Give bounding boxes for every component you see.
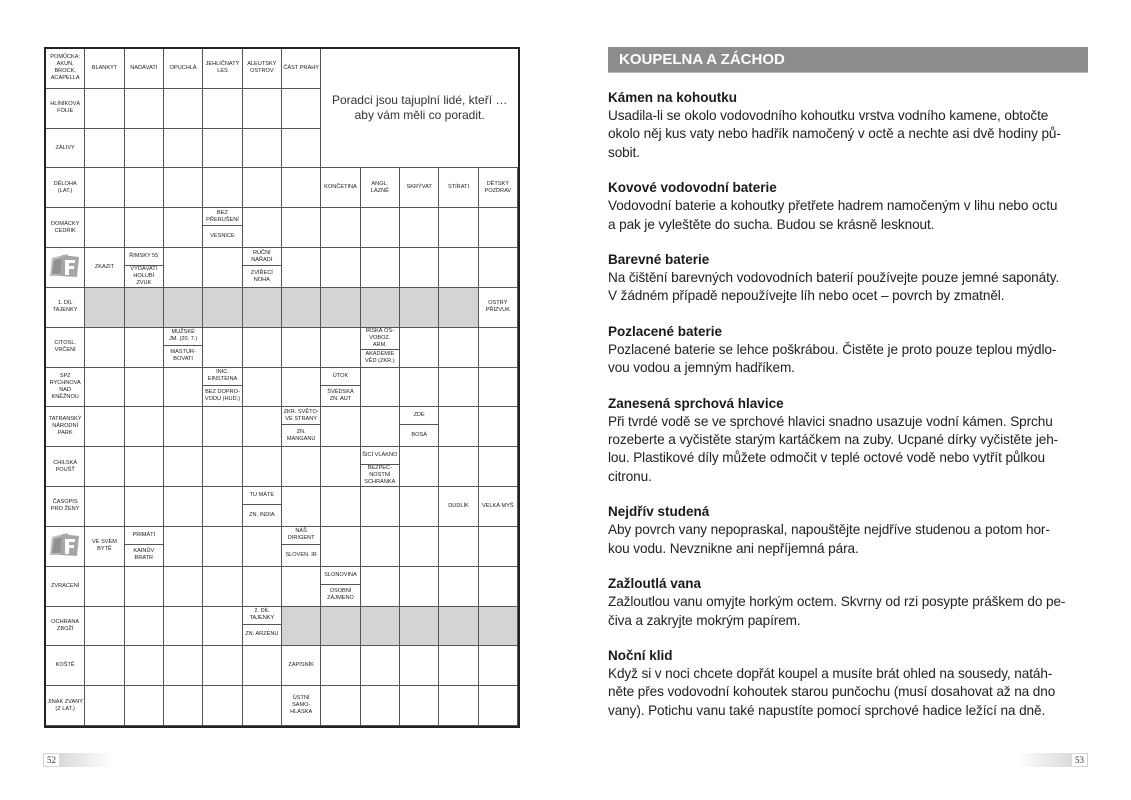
answer-cell[interactable]	[203, 89, 242, 129]
clue-cell	[439, 168, 478, 208]
answer-cell[interactable]	[85, 607, 124, 647]
clue-text: NÁŠ DIRIGENT	[287, 528, 315, 542]
secret-answer-cell[interactable]	[125, 288, 164, 328]
answer-cell[interactable]	[125, 208, 164, 248]
split-clue-cell	[125, 248, 164, 288]
clue-text: BEZ DOPRO- VODU (HUD.)	[204, 389, 241, 403]
answer-cell[interactable]	[321, 646, 360, 686]
answer-cell[interactable]	[479, 368, 518, 408]
clue-cell	[479, 487, 518, 527]
secret-answer-cell[interactable]	[203, 288, 242, 328]
answer-cell[interactable]	[361, 686, 400, 726]
paragraph-line: V žádném případě nepoužívejte líh nebo ocet – povrch by zmatněl.	[608, 288, 1005, 304]
answer-cell[interactable]	[243, 129, 282, 169]
paragraph-line: Když si v noci chcete dopřát koupel a musíte brát ohled na sousedy, natáh-	[608, 665, 1053, 681]
clue-cell	[46, 208, 85, 248]
secret-answer-cell[interactable]	[479, 607, 518, 647]
clue-cell	[46, 487, 85, 527]
clue-text: 2. DÍL TAJENKY	[249, 608, 275, 622]
answer-cell[interactable]	[203, 447, 242, 487]
clue-cell	[479, 288, 518, 328]
clue-text: JEHLIČNATÝ LES	[205, 61, 240, 75]
answer-cell[interactable]	[203, 607, 242, 647]
answer-cell[interactable]	[125, 607, 164, 647]
answer-cell[interactable]	[85, 407, 124, 447]
clue-cell	[282, 49, 321, 89]
clue-text: IRSKÁ OS- VOBOZ. ARM.	[365, 327, 394, 348]
paragraph-line: vou vodou a jemným hadříkem.	[608, 360, 795, 376]
clue-text: JINAK ZVANÝ (Z LAT.)	[47, 698, 83, 712]
clue-cell	[282, 686, 321, 726]
clue-text: ŘÍMSKY 55	[129, 253, 159, 260]
clue-cell	[46, 89, 85, 129]
article-section	[608, 395, 1088, 487]
answer-cell[interactable]	[164, 686, 203, 726]
clue-text: INIC. EINSTEINA	[207, 369, 238, 383]
answer-cell[interactable]	[479, 208, 518, 248]
answer-cell[interactable]	[243, 646, 282, 686]
clue-text: ANGL. LÁZNĚ	[370, 180, 389, 194]
answer-cell[interactable]	[164, 368, 203, 408]
clue-text: SKRÝVAT	[406, 184, 432, 191]
answer-cell[interactable]	[479, 447, 518, 487]
answer-cell[interactable]	[400, 208, 439, 248]
clue-cell	[400, 168, 439, 208]
secret-answer-cell[interactable]	[321, 288, 360, 328]
answer-cell[interactable]	[282, 487, 321, 527]
answer-cell[interactable]	[243, 89, 282, 129]
clue-text: ZKAZIT	[94, 264, 115, 271]
clue-text: BEZ PŘERUŠENÍ	[206, 209, 239, 223]
clue-text: ŠICÍ VLÁKNO	[362, 452, 398, 459]
clue-cell	[46, 407, 85, 447]
answer-cell[interactable]	[164, 447, 203, 487]
clue-text: DUDLÍK	[448, 502, 469, 509]
clue-text: HLINÍKOVÁ FÓLIE	[50, 101, 81, 115]
answer-cell[interactable]	[439, 368, 478, 408]
split-clue-cell	[321, 567, 360, 607]
split-clue-cell	[321, 368, 360, 408]
split-clue-cell	[361, 328, 400, 368]
answer-cell[interactable]	[400, 567, 439, 607]
article-section	[608, 575, 1088, 630]
answer-cell[interactable]	[125, 407, 164, 447]
article-sections	[608, 89, 1088, 720]
answer-cell[interactable]	[400, 328, 439, 368]
answer-cell[interactable]	[125, 89, 164, 129]
footer-right	[1016, 753, 1088, 767]
answer-cell[interactable]	[125, 567, 164, 607]
answer-cell[interactable]	[439, 686, 478, 726]
secret-answer-cell[interactable]	[439, 607, 478, 647]
clue-text: DOMÁCKY CEDRIK	[51, 220, 80, 234]
section-heading: Kámen na kohoutku	[608, 90, 738, 105]
clue-text: RUČNÍ NÁŘADÍ	[251, 249, 273, 263]
clue-cell	[46, 686, 85, 726]
answer-cell[interactable]	[243, 168, 282, 208]
clue-text: SPZ RYCHNOVA NAD KNĚŽNOU	[49, 372, 81, 400]
answer-cell[interactable]	[439, 407, 478, 447]
clue-cell	[85, 49, 124, 89]
clue-text: CITOSL. VRČENÍ	[54, 340, 76, 354]
answer-cell[interactable]	[361, 248, 400, 288]
answer-cell[interactable]	[243, 447, 282, 487]
answer-cell[interactable]	[203, 646, 242, 686]
answer-cell[interactable]	[361, 567, 400, 607]
answer-cell[interactable]	[439, 646, 478, 686]
split-clue-cell	[243, 607, 282, 647]
split-clue-cell	[243, 487, 282, 527]
answer-cell[interactable]	[125, 129, 164, 169]
clue-text: ČASOPIS PRO ŽENY	[50, 499, 80, 513]
clue-text: BOSÁ	[411, 432, 427, 439]
clue-text: SLOVEN. IR	[285, 551, 317, 558]
split-clue-cell	[282, 407, 321, 447]
secret-answer-cell[interactable]	[361, 288, 400, 328]
clue-text: ZÁPISNÍK	[288, 662, 314, 669]
section-heading: Kovové vodovodní baterie	[608, 180, 777, 196]
secret-answer-cell[interactable]	[282, 607, 321, 647]
answer-cell[interactable]	[203, 567, 242, 607]
article-section	[608, 89, 1088, 162]
clue-text: DĚTSKÝ POZDRAV	[484, 180, 512, 194]
answer-cell[interactable]	[439, 527, 478, 567]
answer-cell[interactable]	[85, 328, 124, 368]
clue-cell	[361, 168, 400, 208]
answer-cell[interactable]	[85, 89, 124, 129]
clue-cell	[46, 168, 85, 208]
clue-cell	[125, 49, 164, 89]
article	[608, 47, 1088, 720]
paragraph-line: lou. Plastikové díly můžete odmočit v teplé octové vodě nebo vytřít půlkou	[608, 450, 1045, 466]
paragraph-line: Aby povrch vany nepopraskal, napouštějte nejdříve studenou a potom hor-	[608, 522, 1050, 538]
answer-cell[interactable]	[361, 208, 400, 248]
answer-cell[interactable]	[125, 328, 164, 368]
answer-cell[interactable]	[479, 686, 518, 726]
answer-cell[interactable]	[164, 208, 203, 248]
answer-cell[interactable]	[203, 168, 242, 208]
answer-cell[interactable]	[164, 646, 203, 686]
clue-cell	[46, 288, 85, 328]
answer-cell[interactable]	[321, 447, 360, 487]
answer-cell[interactable]	[125, 487, 164, 527]
answer-cell[interactable]	[439, 447, 478, 487]
clue-text: VESNICE	[210, 233, 235, 240]
paragraph-line: čiva a zakryjte mokrým papírem.	[608, 612, 801, 628]
clue-text: 1. DÍL TAJENKY	[52, 300, 78, 314]
answer-cell[interactable]	[203, 527, 242, 567]
answer-cell[interactable]	[361, 487, 400, 527]
answer-cell[interactable]	[282, 129, 321, 169]
answer-cell[interactable]	[400, 646, 439, 686]
secret-answer-cell[interactable]	[400, 607, 439, 647]
answer-cell[interactable]	[203, 129, 242, 169]
answer-cell[interactable]	[400, 487, 439, 527]
answer-cell[interactable]	[85, 487, 124, 527]
clue-text: ZVÍŘECÍ NOHA	[250, 269, 273, 283]
answer-cell[interactable]	[479, 646, 518, 686]
paragraph-line: Usadila-li se okolo vodovodního kohoutku vrstva vodního kamene, obtočte	[608, 108, 1049, 123]
clue-text: VYDÁVATI HOLUBÍ ZVUK	[130, 266, 158, 287]
answer-cell[interactable]	[164, 89, 203, 129]
secret-answer-cell[interactable]	[243, 288, 282, 328]
answer-cell[interactable]	[321, 487, 360, 527]
clue-cell	[46, 567, 85, 607]
answer-cell[interactable]	[439, 208, 478, 248]
answer-cell[interactable]	[164, 607, 203, 647]
clue-text: ZN. ARZÉNU	[245, 631, 279, 638]
crossword-grid	[44, 47, 520, 728]
answer-cell[interactable]	[125, 646, 164, 686]
section-heading: Pozlacené baterie	[608, 323, 723, 339]
secret-answer-cell[interactable]	[361, 607, 400, 647]
answer-cell[interactable]	[164, 248, 203, 288]
split-clue-cell	[203, 368, 242, 408]
paragraph-line: Vodovodní baterie a kohoutky přetřete hadrem namočeným v lihu nebo octu	[608, 198, 1058, 214]
answer-cell[interactable]	[361, 646, 400, 686]
clue-text: NADÁVATI	[130, 64, 158, 71]
answer-cell[interactable]	[125, 368, 164, 408]
clue-text: BLANKYT	[91, 64, 118, 71]
section-heading: Zanesená sprchová hlavice	[608, 395, 784, 411]
section-heading: Noční klid	[608, 647, 673, 663]
clue-text: ZÁLIVY	[55, 144, 75, 151]
answer-cell[interactable]	[400, 686, 439, 726]
clue-text: SLONOVINA	[324, 571, 357, 578]
answer-cell[interactable]	[321, 208, 360, 248]
clue-text: AKADEMIE VĚD (ZKR.)	[365, 351, 395, 365]
clue-text: ČÁST PRAHY	[283, 64, 319, 71]
answer-cell[interactable]	[85, 447, 124, 487]
clue-cell	[243, 49, 282, 89]
clue-cell	[85, 527, 124, 567]
clue-cell	[46, 607, 85, 647]
answer-cell[interactable]	[321, 686, 360, 726]
clue-text: MASTUR- BOVATI	[170, 349, 196, 363]
answer-cell[interactable]	[479, 567, 518, 607]
answer-cell[interactable]	[164, 487, 203, 527]
split-clue-cell	[125, 527, 164, 567]
answer-cell[interactable]	[479, 328, 518, 368]
page-number-left: 52	[44, 754, 59, 766]
answer-cell[interactable]	[164, 129, 203, 169]
clue-cell	[321, 168, 360, 208]
answer-cell[interactable]	[321, 527, 360, 567]
answer-cell[interactable]	[243, 407, 282, 447]
paragraph-line: Při tvrdé vodě se ve sprchové hlavici snadno usazuje vodní kámen. Sprchu	[608, 413, 1053, 429]
clue-text: ZN. INDIA	[249, 512, 275, 518]
answer-cell[interactable]	[164, 567, 203, 607]
article-section	[608, 323, 1088, 378]
answer-cell[interactable]	[282, 89, 321, 129]
clue-cell	[46, 368, 85, 408]
paragraph-line: Zažloutlou vanu omyjte horkým octem. Skvrny od rzi posypte práškem do pe-	[608, 594, 1066, 610]
clue-text: STÍRATI	[447, 184, 469, 191]
split-clue-cell	[361, 447, 400, 487]
clue-text: KAINŮV BRATR	[133, 548, 155, 562]
clue-cell	[46, 129, 85, 169]
paragraph-line: Na čištění barevných vodovodních baterií používejte pouze jemné saponáty.	[608, 270, 1060, 286]
clue-text: DĚLOHA (LAT.)	[53, 180, 77, 194]
clue-text: OCHRANA ZBOŽÍ	[51, 618, 80, 632]
answer-cell[interactable]	[479, 407, 518, 447]
secret-answer-cell[interactable]	[400, 288, 439, 328]
answer-cell[interactable]	[203, 407, 242, 447]
answer-cell[interactable]	[321, 248, 360, 288]
clue-text: KONČETINA	[324, 184, 357, 191]
answer-cell[interactable]	[203, 686, 242, 726]
answer-cell[interactable]	[400, 248, 439, 288]
answer-cell[interactable]	[361, 407, 400, 447]
crossword-message: Poradci jsou tajuplní lidé, kteří … aby vám měli co poradit.	[321, 49, 518, 168]
article-section	[608, 647, 1088, 720]
clue-text: ÚTOK	[332, 372, 349, 379]
secret-answer-cell[interactable]	[321, 607, 360, 647]
section-heading: Barevné baterie	[608, 252, 710, 268]
answer-cell[interactable]	[85, 168, 124, 208]
answer-cell[interactable]	[164, 407, 203, 447]
answer-cell[interactable]	[125, 168, 164, 208]
answer-cell[interactable]	[164, 527, 203, 567]
article-section	[608, 179, 1088, 234]
page-number-right: 53	[1072, 754, 1087, 766]
answer-cell[interactable]	[243, 368, 282, 408]
answer-cell[interactable]	[243, 208, 282, 248]
answer-cell[interactable]	[282, 328, 321, 368]
paragraph-line: Pozlacené baterie se lehce poškrábou. Čistěte je proto pouze teplou mýdlo-	[608, 341, 1057, 357]
answer-cell[interactable]	[203, 248, 242, 288]
section-title: KOUPELNA A ZÁCHOD	[608, 47, 1088, 73]
paragraph-line: rozeberte a vyčistěte starým kartáčkem na zuby. Ucpané dírky vyčistěte jeh-	[608, 432, 1059, 448]
answer-cell[interactable]	[479, 248, 518, 288]
clue-cell	[479, 168, 518, 208]
answer-cell[interactable]	[400, 447, 439, 487]
clue-text: VE SVÉM BYTĚ	[92, 539, 117, 553]
answer-cell[interactable]	[85, 646, 124, 686]
clue-cell	[46, 49, 85, 89]
answer-cell[interactable]	[243, 328, 282, 368]
answer-cell[interactable]	[243, 686, 282, 726]
clue-text: ALEUTSKÝ OSTROV	[247, 61, 277, 75]
split-clue-cell	[282, 527, 321, 567]
clue-cell	[282, 646, 321, 686]
paragraph-line: a pak je vyleštěte do sucha. Budou se krásně lesknout.	[608, 216, 935, 232]
clue-cell	[46, 328, 85, 368]
section-heading: Nejdřív studená	[608, 504, 710, 520]
paragraph-line: něte přes vodovodní kohoutek starou punčochu (musí dosahovat až na dno	[608, 684, 1056, 700]
clue-cell	[46, 447, 85, 487]
clue-cell	[85, 248, 124, 288]
clue-cell	[46, 248, 85, 288]
paragraph-line: vany). Potichu vanu také napustíte pomocí sprchové hadice ležící na dně.	[608, 702, 1046, 718]
answer-cell[interactable]	[243, 567, 282, 607]
clue-text: ZVRACENÍ	[51, 582, 80, 589]
answer-cell[interactable]	[321, 407, 360, 447]
paragraph-line: sobit.	[608, 144, 640, 160]
answer-cell[interactable]	[282, 447, 321, 487]
answer-cell[interactable]	[203, 328, 242, 368]
answer-cell[interactable]	[361, 527, 400, 567]
answer-cell[interactable]	[243, 527, 282, 567]
answer-cell[interactable]	[282, 567, 321, 607]
paragraph-line: kou vodu. Nevznikne ani nepříjemná pára.	[608, 540, 859, 556]
secret-answer-cell[interactable]	[282, 288, 321, 328]
clue-text: ÚSTNÍ SAMO- HLÁSKA	[290, 695, 313, 716]
clue-cell	[164, 49, 203, 89]
answer-cell[interactable]	[164, 168, 203, 208]
clue-text: TATRANSKÝ NÁRODNÍ PARK	[48, 416, 82, 437]
clue-text: TU MÁTE	[249, 492, 275, 499]
clue-text: PRIMÁTI	[132, 531, 156, 538]
answer-cell[interactable]	[125, 447, 164, 487]
paragraph-line: okolo něj kus vaty nebo hadřík namočený v octě a nechte asi dvě hodiny pů-	[608, 126, 1061, 142]
paragraph-line: citronu.	[608, 468, 652, 484]
clue-text: OSTRÝ PŘÍZVUK	[485, 300, 510, 314]
answer-cell[interactable]	[85, 368, 124, 408]
clue-text: OSOBNÍ ZÁJMENO	[327, 588, 354, 602]
answer-cell[interactable]	[400, 527, 439, 567]
clue-text: CHILSKÁ POUŠŤ	[53, 459, 78, 473]
answer-cell[interactable]	[85, 129, 124, 169]
answer-cell[interactable]	[361, 368, 400, 408]
logo-icon	[50, 252, 80, 283]
article-section	[608, 503, 1088, 558]
answer-cell[interactable]	[479, 527, 518, 567]
article-section	[608, 251, 1088, 306]
clue-text: POMŮCKA: AKUN, BROCK, ACAPELLA	[50, 54, 81, 82]
split-clue-cell	[243, 248, 282, 288]
clue-cell	[46, 646, 85, 686]
answer-cell[interactable]	[439, 248, 478, 288]
clue-text: BEZPEČ- NOSTNÍ SCHRÁNKA	[364, 465, 396, 486]
answer-cell[interactable]	[439, 328, 478, 368]
secret-answer-cell[interactable]	[439, 288, 478, 328]
answer-cell[interactable]	[282, 248, 321, 288]
clue-text: MUŽSKÉ JM. (20. 7.)	[169, 329, 198, 343]
clue-text: ZKR. SVĚTO- VÉ STRANY	[283, 408, 319, 422]
answer-cell[interactable]	[400, 368, 439, 408]
answer-cell[interactable]	[282, 208, 321, 248]
clue-text: OPUCHLÁ	[169, 64, 197, 71]
clue-text: ŠVÉDSKÁ ZN. AUT	[327, 389, 354, 403]
split-clue-cell	[164, 328, 203, 368]
clue-cell	[46, 527, 85, 567]
secret-answer-cell[interactable]	[85, 288, 124, 328]
answer-cell[interactable]	[125, 686, 164, 726]
footer-left	[43, 753, 115, 767]
clue-cell	[439, 487, 478, 527]
split-clue-cell	[400, 407, 439, 447]
clue-cell	[203, 49, 242, 89]
answer-cell[interactable]	[203, 487, 242, 527]
secret-answer-cell[interactable]	[164, 288, 203, 328]
clue-text: ZN. MANGANU	[286, 428, 316, 442]
answer-cell[interactable]	[85, 567, 124, 607]
clue-text: VELKÁ MYŠ	[481, 502, 514, 509]
section-heading: Zažloutlá vana	[608, 576, 702, 592]
answer-cell[interactable]	[85, 208, 124, 248]
split-clue-cell	[203, 208, 242, 248]
logo-icon	[50, 531, 80, 562]
clue-text: ZDE	[413, 412, 425, 419]
answer-cell[interactable]	[321, 328, 360, 368]
answer-cell[interactable]	[282, 168, 321, 208]
answer-cell[interactable]	[439, 567, 478, 607]
answer-cell[interactable]	[85, 686, 124, 726]
clue-text: KOŠTĚ	[55, 662, 75, 669]
answer-cell[interactable]	[282, 368, 321, 408]
